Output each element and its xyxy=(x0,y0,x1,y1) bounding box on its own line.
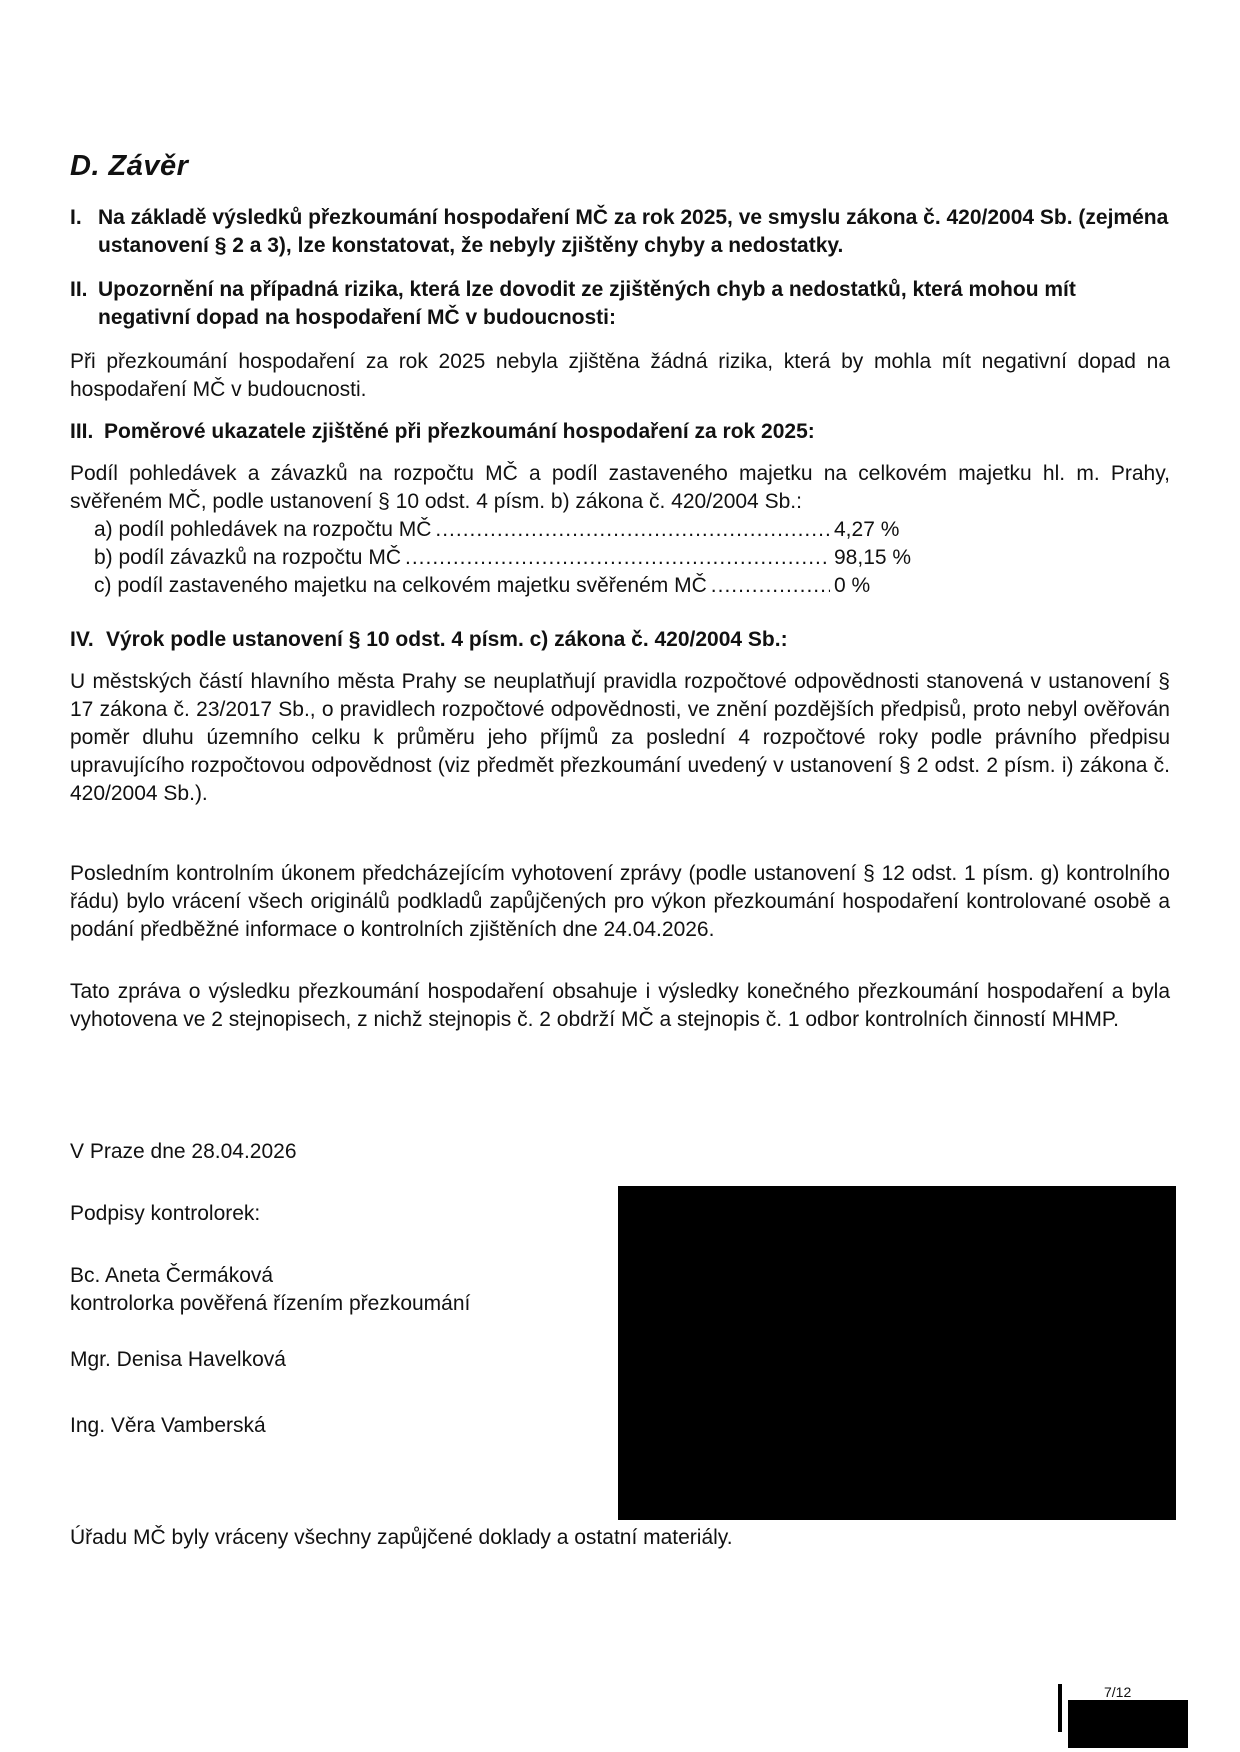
section-iv xyxy=(70,626,1170,808)
section-i-heading xyxy=(70,204,1170,260)
signature-redaction xyxy=(618,1186,1176,1520)
ratio-row xyxy=(94,544,924,572)
section-iii-heading xyxy=(70,418,1170,446)
section-i xyxy=(70,204,1170,260)
section-ii-heading xyxy=(70,276,1170,332)
footer-note: Úřadu MČ byly vráceny všechny zapůjčené doklady a ostatní materiály. xyxy=(70,1526,733,1549)
page-number: 7/12 xyxy=(1104,1684,1132,1700)
ratio-row xyxy=(94,572,924,600)
section-iv-body: U městských částí hlavního města Prahy se neuplatňují pravidla rozpočtové odpovědnosti stanovená v ustanovení § 17 zákona č. 23/2017 Sb., o pravidlech rozpočtové odpovědnosti, ve znění pozdějších předpisů, proto nebyl ověřován poměr dluhu územního celku k průměru jeho příjmů za poslední 4 rozpočtové roky podle právního předpisu upravujícího rozpočtovou odpovědnost (viz předmět přezkoumání uvedený v ustanovení § 2 odst. 2 písm. i) zákona č. 420/2004 Sb.). xyxy=(70,670,1170,805)
signatory-name: Ing. Věra Vamberská xyxy=(70,1414,266,1437)
section-heading: D. Závěr xyxy=(70,150,189,182)
page-marker-bar xyxy=(1058,1684,1062,1732)
ratio-leader xyxy=(711,572,830,600)
section-i-text: Na základě výsledků přezkoumání hospodaření MČ za rok 2025, ve smyslu zákona č. 420/2004 Sb. (zejména ustanovení § 2 a 3), lze konstatovat, že nebyly zjištěny chyby a nedostatky. xyxy=(98,206,1169,257)
section-iii xyxy=(70,418,1170,600)
ratio-leader xyxy=(435,516,830,544)
copies-paragraph: Tato zpráva o výsledku přezkoumání hospodaření obsahuje i výsledky konečného přezkoumání hospodaření a byla vyhotovena ve 2 stejnopisech, z nichž stejnopis č. 2 obdrží MČ a stejnopis č. 1 odbor kontrolních činností MHMP. xyxy=(70,980,1170,1031)
section-ii-number: II. xyxy=(70,278,88,301)
signatory xyxy=(70,1262,470,1318)
section-ii-body: Při přezkoumání hospodaření za rok 2025 nebyla zjištěna žádná rizika, která by mohla mít negativní dopad na hospodaření MČ v budoucnosti. xyxy=(70,350,1170,401)
ratio-list xyxy=(70,516,1170,600)
ratio-label: a) podíl pohledávek na rozpočtu MČ xyxy=(94,518,432,541)
signatures-label: Podpisy kontrolorek: xyxy=(70,1202,261,1225)
place-date: V Praze dne 28.04.2026 xyxy=(70,1140,297,1163)
section-iv-number: IV. xyxy=(70,628,94,651)
section-ii xyxy=(70,276,1170,404)
ratio-row xyxy=(94,516,924,544)
last-act-paragraph: Posledním kontrolním úkonem předcházejícím vyhotovení zprávy (podle ustanovení § 12 odst. 1 písm. g) kontrolního řádu) bylo vrácení všech originálů podkladů zapůjčených pro výkon přezkoumání hospodaření kontrolované osobě a podání předběžné informace o kontrolních zjištěních dne 24.04.2026. xyxy=(70,862,1170,941)
ratio-value: 4,27 % xyxy=(834,518,900,541)
section-iii-text: Poměrové ukazatele zjištěné při přezkoumání hospodaření za rok 2025: xyxy=(104,420,815,443)
ratio-value: 0 % xyxy=(834,574,871,597)
ratio-value: 98,15 % xyxy=(834,546,912,569)
ratio-label: c) podíl zastaveného majetku na celkovém majetku svěřeném MČ xyxy=(94,574,707,597)
section-i-number: I. xyxy=(70,206,82,229)
section-iii-body: Podíl pohledávek a závazků na rozpočtu MČ a podíl zastaveného majetku na celkovém majetku hl. m. Prahy, svěřeném MČ, podle ustanovení § 10 odst. 4 písm. b) zákona č. 420/2004 Sb.: xyxy=(70,462,1170,513)
section-iv-heading xyxy=(70,626,1170,654)
signatory-role: kontrolorka pověřená řízením přezkoumání xyxy=(70,1292,471,1315)
section-iii-number: III. xyxy=(70,420,94,443)
corner-redaction xyxy=(1068,1700,1188,1748)
section-iv-text: Výrok podle ustanovení § 10 odst. 4 písm. c) zákona č. 420/2004 Sb.: xyxy=(106,628,788,651)
section-ii-text: Upozornění na případná rizika, která lze dovodit ze zjištěných chyb a nedostatků, která mohou mít negativní dopad na hospodaření MČ v budoucnosti: xyxy=(98,278,1076,329)
ratio-label: b) podíl závazků na rozpočtu MČ xyxy=(94,546,401,569)
signatory xyxy=(70,1346,286,1374)
signatory-name: Mgr. Denisa Havelková xyxy=(70,1348,286,1371)
signatory-name: Bc. Aneta Čermáková xyxy=(70,1264,274,1287)
ratio-leader xyxy=(405,544,830,572)
signatory xyxy=(70,1412,266,1440)
